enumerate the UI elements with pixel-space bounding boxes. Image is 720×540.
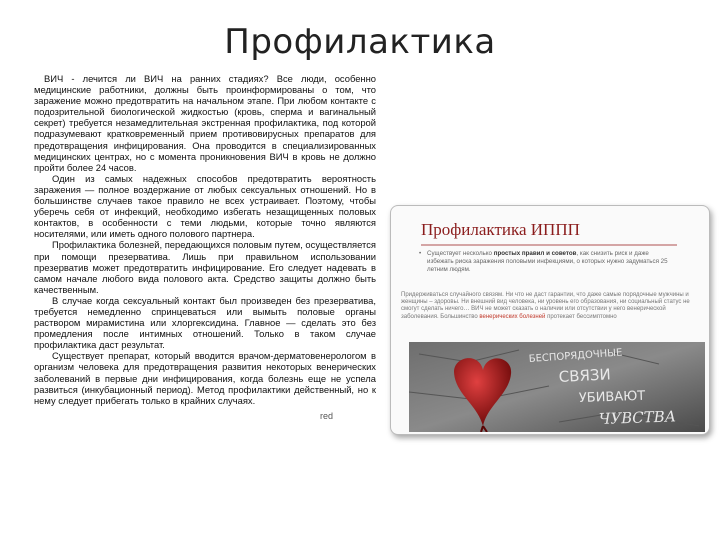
paragraph: Один из самых надежных способов предотвратить вероятность заражения — полное воздержание от любых сексуальных отношений. Но в большинстве случаев такое правило не всех устраивает. Поэтому, чтобы уберечь себя от инфекций, необходимо избегать незащищенных половых контактов, в особенности с теми людьми, которые точно являются носителями, или иметь одного полового партнера. bbox=[34, 172, 376, 240]
heart-photo bbox=[409, 342, 705, 432]
page-title: Профилактика bbox=[224, 22, 496, 62]
divider bbox=[421, 244, 677, 246]
paragraph: Существует препарат, который вводится врачом-дерматовенерологом в организм человека для предотвращения развития некоторых венерических заболеваний в первые дни инфицирования, когда болезнь еще не успела развиться (инкубационный период). Метод профилактики действенный, но к нему следует прибегать только в крайних случаях. bbox=[34, 350, 376, 406]
image-bullet: • Существует несколько простых правил и советов, как снизить риск и даже избежать риска заражения половыми инфекциями, о которых нужно задуматься 25 летним людям. bbox=[419, 250, 668, 273]
photo-line: УБИВАЮТ bbox=[578, 388, 646, 406]
paragraph: ВИЧ - лечится ли ВИЧ на ранних стадиях? Все люди, особенно медицинские работники, должны быть проинформированы о том, что заражение можно предотвратить на начальном этапе. При любом контакте с подозрительной биологической жидкостью (кровь, сперма и вагинальный секрет) требуется незамедлительная экстренная профилактика, под которой подразумевают кратковременный прием противовирусных препаратов для предотвращения инфицирования. Она проводится в специализированных медицинских центрах, но с момента проникновения ВИЧ в кровь не должно пройти более 24 часов. bbox=[34, 73, 376, 173]
photo-line: БЕСПОРЯДОЧНЫЕ bbox=[528, 347, 623, 365]
image-paragraph: Придерживаться случайного связям. Ни что не даст гарантии, что даже самые порядочные мужчины и женщины – здоровы. Ни внешний вид человека, ни уровень его образования, ни социальный статус не смогут сделать ничего… ВИЧ не может сказать о наличии или отсутствии у него венерической заболевания. Большинство венерических болезней протекает бессимптомно bbox=[401, 292, 690, 320]
embedded-slide-image bbox=[390, 205, 710, 435]
paragraph: В случае когда сексуальный контакт был произведен без презерватива, требуется немедленно спринцеваться или вымыть половые органы раствором мирамистина или хлоргексидина. Главное — сделать это без промедления после интимных отношений. Только в таком случае профилактика даст результат. bbox=[34, 294, 376, 351]
bullet-icon: • bbox=[419, 250, 422, 257]
photo-line: ЧУВСТВА bbox=[598, 407, 677, 428]
body-text bbox=[34, 73, 376, 406]
photo-line: СВЯЗИ bbox=[558, 365, 612, 386]
paragraph: Профилактика болезней, передающихся половым путем, осуществляется при помощи презерватива. Лишь при правильном использовании презерватив может предотвратить инфицирование. Его следует надевать в самом начале любого вида полового акта. Средство защиты должно быть качественным. bbox=[34, 239, 376, 295]
watermark: red bbox=[320, 411, 334, 421]
image-heading: Профилактика ИППП bbox=[421, 220, 580, 239]
